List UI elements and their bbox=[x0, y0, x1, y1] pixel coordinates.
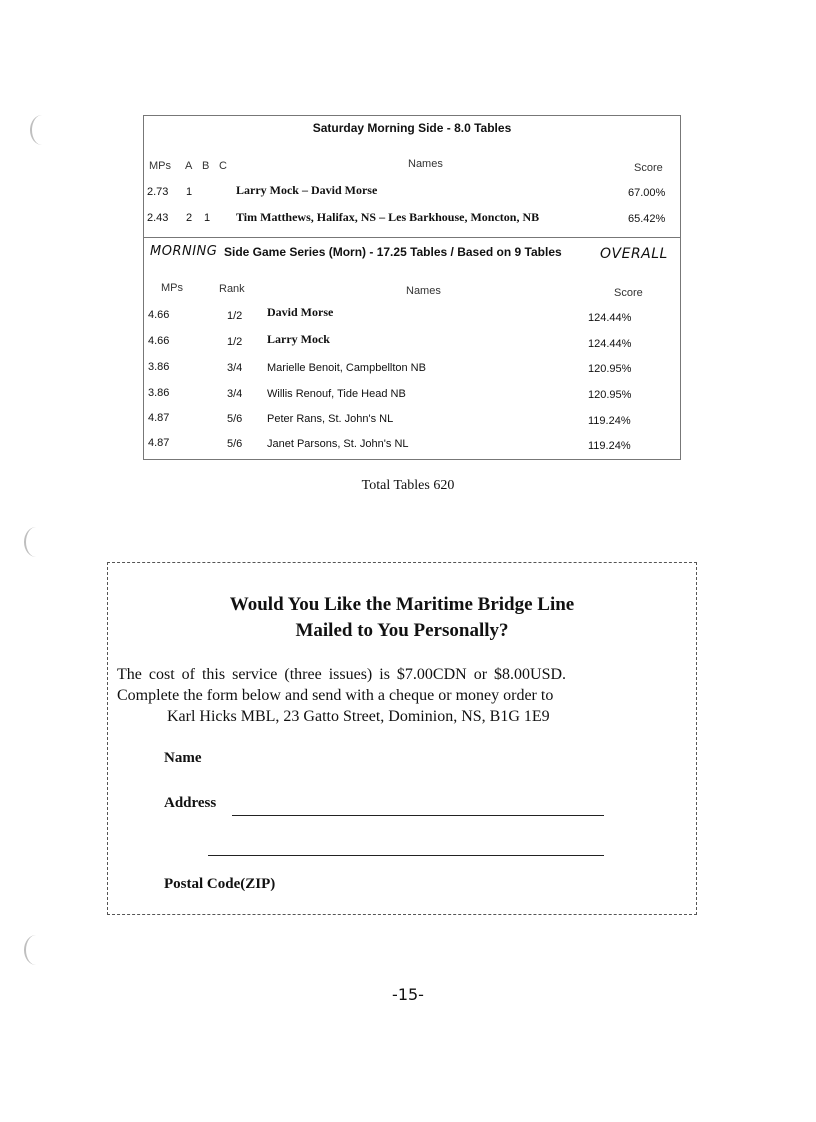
section-divider bbox=[144, 237, 680, 238]
row-names: Janet Parsons, St. John's NL bbox=[267, 438, 409, 450]
header-c: C bbox=[219, 160, 227, 172]
handwritten-overall: OVERALL bbox=[600, 246, 668, 262]
row-rank: 5/6 bbox=[227, 438, 243, 450]
header-mps: MPs bbox=[149, 160, 171, 172]
total-tables: Total Tables 620 bbox=[361, 478, 455, 493]
row-rank: 1/2 bbox=[227, 336, 243, 348]
address-line[interactable] bbox=[232, 815, 604, 816]
row-mps: 3.86 bbox=[148, 387, 170, 399]
row-mps: 2.73 bbox=[147, 186, 169, 198]
page-number: -15- bbox=[392, 985, 424, 1004]
row-rank: 3/4 bbox=[227, 362, 243, 374]
row-mps: 2.43 bbox=[147, 212, 169, 224]
header-a: A bbox=[185, 160, 193, 172]
subscription-form bbox=[107, 562, 697, 915]
form-cost-text: The cost of this service (three issues) is $7.00CDN or $8.00USD. bbox=[117, 666, 567, 683]
header-score: Score bbox=[614, 287, 643, 299]
header-mps: MPs bbox=[161, 282, 183, 294]
row-names: Larry Mock bbox=[267, 332, 330, 346]
row-mps: 4.87 bbox=[148, 437, 170, 449]
handwritten-morning: MORNING bbox=[150, 244, 218, 259]
row-names: Larry Mock – David Morse bbox=[236, 183, 378, 197]
row-score: 65.42% bbox=[628, 213, 666, 225]
header-score: Score bbox=[634, 162, 663, 174]
row-a: 1 bbox=[186, 186, 193, 198]
postal-code-label: Postal Code(ZIP) bbox=[164, 876, 276, 892]
form-instructions: Complete the form below and send with a cheque or money order to bbox=[117, 687, 554, 704]
row-score: 120.95% bbox=[588, 363, 632, 375]
punch-hole bbox=[24, 527, 48, 557]
header-names: Names bbox=[406, 285, 441, 297]
row-mps: 4.66 bbox=[148, 335, 170, 347]
name-label: Name bbox=[164, 750, 202, 766]
form-heading-line2: Mailed to You Personally? bbox=[295, 620, 509, 641]
results-table bbox=[143, 115, 681, 460]
row-mps: 4.66 bbox=[148, 309, 170, 321]
form-heading-line1: Would You Like the Maritime Bridge Line bbox=[229, 594, 575, 615]
row-score: 119.24% bbox=[588, 415, 631, 427]
address-label: Address bbox=[164, 795, 217, 811]
row-b: 1 bbox=[204, 212, 211, 224]
row-mps: 4.87 bbox=[148, 412, 170, 424]
section1-title: Saturday Morning Side - 8.0 Tables bbox=[312, 121, 512, 135]
punch-hole bbox=[30, 115, 54, 145]
row-score: 119.24% bbox=[588, 440, 631, 452]
row-names: Willis Renouf, Tide Head NB bbox=[267, 388, 406, 400]
row-names: Tim Matthews, Halifax, NS – Les Barkhouse, Moncton, NB bbox=[236, 210, 540, 224]
header-names: Names bbox=[408, 158, 443, 170]
row-rank: 1/2 bbox=[227, 310, 243, 322]
row-names: Marielle Benoit, Campbellton NB bbox=[267, 362, 426, 374]
punch-hole bbox=[24, 935, 48, 965]
row-mps: 3.86 bbox=[148, 361, 170, 373]
row-names: David Morse bbox=[267, 305, 334, 319]
address-line-2[interactable] bbox=[208, 855, 604, 856]
form-mailing-address: Karl Hicks MBL, 23 Gatto Street, Dominion, NS, B1G 1E9 bbox=[167, 708, 550, 725]
section2-title: Side Game Series (Morn) - 17.25 Tables / Based on 9 Tables bbox=[224, 245, 562, 259]
row-names: Peter Rans, St. John's NL bbox=[267, 413, 394, 425]
row-score: 124.44% bbox=[588, 338, 632, 350]
row-score: 124.44% bbox=[588, 312, 632, 324]
row-score: 67.00% bbox=[628, 187, 666, 199]
row-a: 2 bbox=[186, 212, 193, 224]
row-rank: 3/4 bbox=[227, 388, 243, 400]
header-b: B bbox=[202, 160, 210, 172]
row-rank: 5/6 bbox=[227, 413, 243, 425]
row-score: 120.95% bbox=[588, 389, 632, 401]
header-rank: Rank bbox=[219, 283, 245, 295]
